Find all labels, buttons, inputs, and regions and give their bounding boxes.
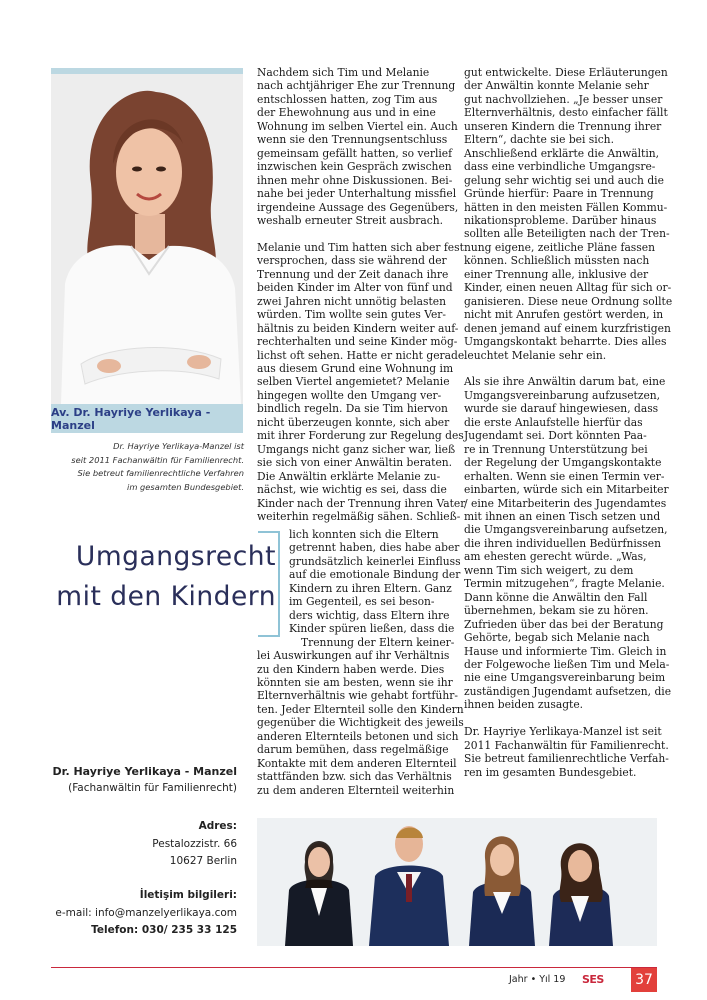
text-line: lichst oft sehen. Hatte er nicht gerade (257, 348, 465, 362)
text-line: Umgangs nicht ganz sicher war, ließ (257, 442, 456, 456)
text-line: die Umgangsvereinbarung aufsetzen, (464, 523, 668, 537)
text-line: Eltern“, dachte sie bei sich. (464, 133, 614, 147)
footer-issue: Jahr • Yıl 19 (509, 974, 566, 985)
text-line: beiden Kinder im Alter von fünf und (257, 281, 453, 295)
text-line: Nachdem sich Tim und Melanie (257, 66, 430, 79)
footer-logo: SES (582, 973, 604, 986)
text-line: hältnis zu beiden Kindern weiter auf- (257, 321, 459, 335)
text-line: darum bemühen, dass regelmäßige (257, 743, 449, 757)
text-line: Zufrieden über das bei der Beratung (464, 617, 664, 631)
text-line: Sie betreut familienrechtliche Verfah- (464, 752, 669, 766)
text-line: Kinder spüren ließen, dass die (289, 622, 455, 636)
text-line: einer Trennung alle, inklusive der (464, 267, 649, 281)
text-line: zu den Kindern haben werde. Dies (257, 662, 445, 676)
text-line: gut nachvollziehen. „Je besser unser (464, 92, 663, 106)
text-line: weshalb erneuter Streit ausbrach. (257, 213, 444, 227)
text-line: inzwischen kein Gespräch zwischen (257, 160, 452, 174)
text-line: Kindern zu ihren Eltern. Ganz (289, 581, 452, 595)
text-line: Dr. Hayriye Yerlikaya-Manzel ist seit (464, 725, 662, 739)
text-line: könnten sie am besten, wenn sie ihr (257, 675, 453, 689)
text-line: lich konnten sich die Eltern (289, 528, 439, 541)
text-line: zwei Jahren nicht unnötig belasten (257, 294, 447, 308)
text-line: Kinder nach der Trennung ihren Vater (257, 496, 466, 510)
bio-caption-line: Dr. Hayriye Yerlikaya-Manzel ist (113, 441, 244, 451)
team-photo (257, 818, 657, 946)
text-line: Termin mitzugehen“, fragte Melanie. (464, 577, 665, 591)
portrait-caption: Av. Dr. Hayriye Yerlikaya - Manzel (51, 404, 243, 433)
text-line: mit ihnen an einen Tisch setzen und (464, 510, 661, 523)
text-line: am ehesten gerecht würde. „Was, (464, 550, 647, 564)
text-line: getrennt haben, dies habe aber (289, 541, 460, 555)
text-line: weiterhin regelmäßig sähen. Schließ- (257, 510, 461, 523)
text-line: Melanie und Tim hatten sich aber fest (257, 240, 464, 254)
author-name: Dr. Hayriye Yerlikaya - Manzel (52, 765, 237, 778)
text-line: wenn sie den Trennungsentschluss (257, 133, 448, 147)
text-line: leuchtet Melanie sehr ein. (464, 348, 607, 362)
text-line: der Folgewoche ließen Tim und Mela- (464, 657, 670, 671)
portrait-photo (51, 74, 243, 404)
text-line: entschlossen hatten, zog Tim aus (257, 92, 438, 106)
text-line: re in Trennung Unterstützung bei (464, 442, 648, 456)
text-line: denen jemand auf einem kurzfristigen (464, 321, 671, 335)
article-headline (40, 537, 276, 617)
bio-caption-line: im gesamten Bundesgebiet. (127, 481, 244, 492)
text-line: irgendeine Aussage des Gegenübers, (257, 200, 459, 214)
team-illustration (257, 818, 657, 946)
paragraph-gap (464, 712, 664, 726)
text-line: ders wichtig, dass Eltern ihre (289, 608, 450, 622)
paragraph-gap (464, 362, 664, 376)
text-line: stattfänden bzw. sich das Verhältnis (257, 770, 452, 784)
text-line: Umgangskontakt beharrte. Dies alles (464, 335, 667, 349)
text-line: wenn Tim sich weigert, zu dem (464, 563, 634, 577)
text-line: gelung sehr wichtig sei und auch die (464, 173, 664, 187)
text-line: wurde sie darauf hingewiesen, dass (464, 402, 659, 416)
text-line: Gründe hierfür: Paare in Trennung (464, 187, 654, 201)
text-line: Trennung der Eltern keiner- (301, 635, 455, 649)
paragraph-gap (257, 227, 457, 241)
text-line: nach achtjähriger Ehe zur Trennung (257, 79, 456, 93)
bio-caption-line: Sie betreut familienrechtliche Verfahren (77, 468, 244, 479)
text-line: hätten in den meisten Fällen Kommu- (464, 200, 668, 214)
text-line: die ihren individuellen Bedürfnissen (464, 536, 661, 550)
footer-rule (51, 967, 657, 968)
text-line: ren im gesamten Bundesgebiet. (464, 765, 637, 779)
text-line: Elternverhältnis wie gehabt fortführ- (257, 689, 458, 703)
portrait-illustration (51, 74, 243, 404)
text-line: dass eine verbindliche Umgangsre- (464, 160, 656, 174)
page-number: 37 (631, 968, 657, 992)
headline-line: Umgangsrecht (75, 541, 276, 572)
text-line: ten. Jeder Elternteil solle den Kindern (257, 702, 464, 716)
author-role: (Fachanwältin für Familienrecht) (68, 782, 237, 794)
text-line: Anschließend erklärte die Anwältin, (464, 146, 660, 160)
text-line: Kontakte mit dem anderen Elternteil (257, 756, 457, 770)
text-line: Kinder, einen neuen Alltag für sich or- (464, 281, 672, 295)
text-line: Dann könne die Anwältin den Fall (464, 590, 648, 604)
text-line: der Ehewohnung aus und in eine (257, 106, 436, 120)
text-line: rechterhalten und seine Kinder mög- (257, 335, 458, 349)
text-line: nikationsprobleme. Darüber hinaus (464, 213, 657, 227)
text-line: im Gegenteil, es sei beson- (289, 595, 435, 609)
text-line: nahe bei jeder Unterhaltung missfiel (257, 187, 457, 201)
article-column-2 (464, 66, 673, 779)
text-line: lei Auswirkungen auf ihr Verhältnis (257, 649, 450, 663)
text-line: übernehmen, bekam sie zu hören. (464, 604, 649, 618)
text-line: können. Schließlich müssten nach (464, 254, 650, 268)
text-line: sie sich von einer Anwältin beraten. (257, 456, 453, 470)
text-line: auf die emotionale Bindung der (289, 568, 461, 582)
text-line: nung eigene, zeitliche Pläne fassen (464, 240, 655, 254)
text-line: anderen Elternteils betonen und sich (257, 729, 459, 743)
text-line: grundsätzlich keinerlei Einfluss (289, 554, 461, 568)
text-line: gut entwickelte. Diese Erläuterungen (464, 66, 668, 79)
text-line: / eine Mitarbeiterin des Jugendamtes (464, 496, 667, 510)
text-line: mit ihrer Forderung zur Regelung des (257, 429, 464, 443)
text-line: nie eine Umgangsvereinbarung beim (464, 671, 666, 685)
text-line: zuständigen Jugendamt aufsetzen, die (464, 684, 672, 698)
text-line: zu dem anderen Elternteil weiterhin (257, 783, 455, 797)
text-line: ihnen mehr ohne Diskussionen. Bei- (257, 173, 453, 187)
text-line: ihnen beiden zusagte. (464, 698, 584, 712)
headline-line: mit den Kindern (56, 581, 276, 612)
text-line: selben Viertel angemietet? Melanie (257, 375, 450, 389)
text-line: hingegen wollte den Umgang ver- (257, 388, 442, 402)
text-line: der Regelung der Umgangskontakte (464, 456, 662, 470)
text-line: versprochen, dass sie während der (257, 254, 447, 268)
contact-label: İletişim bilgileri: (139, 889, 237, 901)
bio-caption (51, 440, 244, 494)
text-line: gemeinsam gefällt hatten, so verlief (257, 146, 453, 160)
text-line: Elternverhältnis, desto einfacher fällt (464, 106, 668, 120)
address-street: Pestalozzistr. 66 (152, 838, 237, 850)
text-line: Gehörte, begab sich Melanie nach (464, 631, 650, 645)
text-line: gegenüber die Wichtigkeit des jeweils (257, 716, 464, 730)
contact-email[interactable]: e-mail: info@manzelyerlikaya.com (55, 907, 237, 919)
text-line: würden. Tim wollte sein gutes Ver- (257, 308, 447, 322)
text-line: Als sie ihre Anwältin darum bat, eine (464, 375, 666, 389)
text-line: ganisieren. Diese neue Ordnung sollte (464, 294, 673, 308)
address-city: 10627 Berlin (169, 855, 237, 867)
bio-caption-line: seit 2011 Fachanwältin für Familienrecht. (71, 454, 244, 465)
text-line: Jugendamt sei. Dort könnten Paa- (464, 429, 647, 443)
text-line: unseren Kindern die Trennung ihrer (464, 119, 662, 133)
article-column-1 (257, 66, 466, 523)
contact-phone: Telefon: 030/ 235 33 125 (91, 924, 237, 936)
text-line: erhalten. Wenn sie einen Termin ver- (464, 469, 665, 483)
text-line: Hause und informierte Tim. Gleich in (464, 644, 667, 658)
text-line: nicht überzeugen konnte, sich aber (257, 415, 450, 429)
text-line: einbarten, würde sich ein Mitarbeiter (464, 483, 669, 497)
address-label: Adres: (198, 820, 237, 832)
text-line: aus diesem Grund eine Wohnung im (257, 362, 454, 376)
text-line: 2011 Fachanwältin für Familienrecht. (464, 738, 669, 752)
article-column-1-continued (257, 528, 464, 797)
text-line: Trennung und der Zeit danach ihre (257, 267, 449, 281)
text-line: nicht mit Anrufen gestört werden, in (464, 308, 664, 322)
text-line: Wohnung im selben Viertel ein. Auch (257, 119, 458, 133)
text-line: bindlich regeln. Da sie Tim hiervon (257, 402, 448, 416)
text-line: die erste Anlaufstelle hierfür das (464, 415, 643, 429)
text-line: Umgangsvereinbarung aufzusetzen, (464, 388, 661, 402)
text-line: Die Anwältin erklärte Melanie zu- (257, 469, 441, 483)
text-line: nächst, wie wichtig es sei, dass die (257, 483, 447, 497)
text-line: sollten alle Beteiligten nach der Tren- (464, 227, 670, 241)
text-line: der Anwältin konnte Melanie sehr (464, 79, 649, 93)
